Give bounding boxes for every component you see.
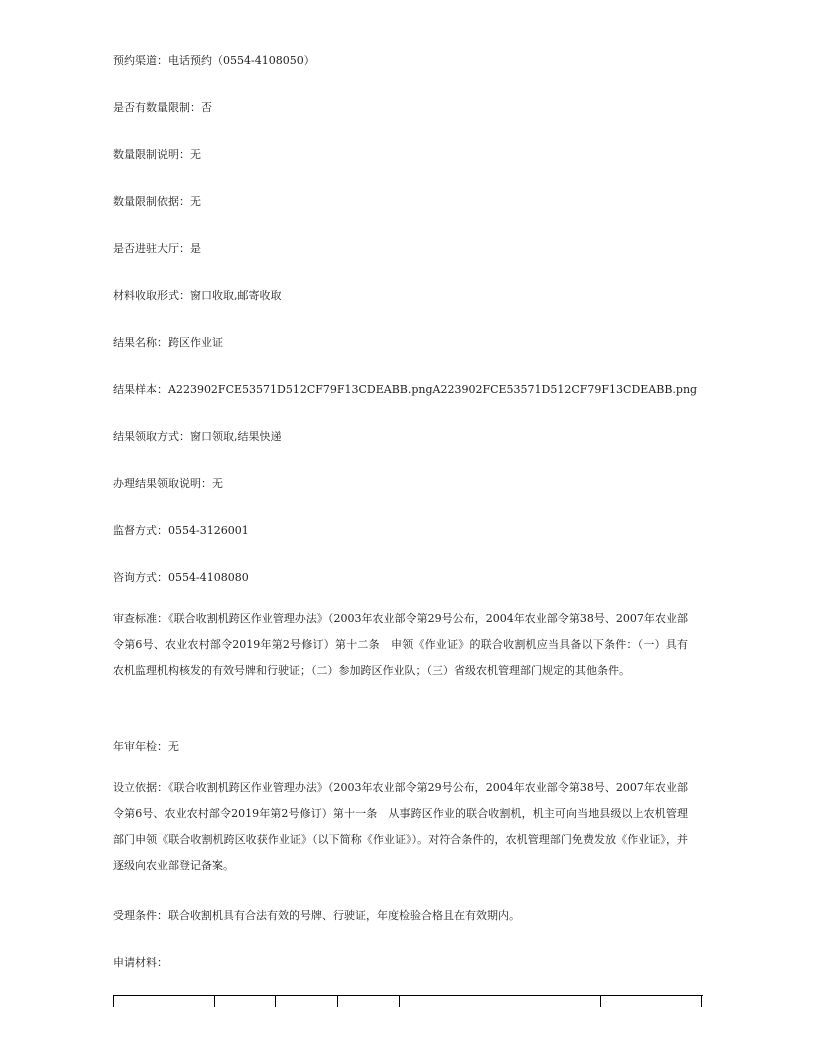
review-standard: 审查标准：《联合收割机跨区作业管理办法》（2003年农业部令第29号公布，2004年农业部令第38号、2007年农业部令第6号、农业农村部令2019年第2号修订）第十二条 申领《作业证》的联合收割机应当具备以下条件：（一）具有农机监理机构核发的有效号牌和行驶证；（二）参加跨区作业队；（三）省级农机管理部门规定的其他条件。 — [113, 612, 688, 677]
material-collection-form: 材料收取形式：窗口收取,邮寄收取 — [113, 289, 282, 302]
table-column-border — [600, 995, 601, 1007]
annual-review: 年审年检：无 — [113, 740, 179, 753]
quantity-limit-basis: 数量限制依据：无 — [113, 195, 201, 208]
table-column-border — [275, 995, 276, 1007]
result-name: 结果名称：跨区作业证 — [113, 336, 223, 349]
establishment-basis: 设立依据：《联合收割机跨区作业管理办法》（2003年农业部令第29号公布，2004年农业部令第38号、2007年农业部令第6号、农业农村部令2019年第2号修订）第十一条 从事跨区作业的联合收割机，机主可向当地县级以上农机管理部门申领《联合收割机跨区收获作业证》（以下简称《作业证》）。对符合条件的，农机管理部门免费发放《作业证》，并逐级向农业部登记备案。 — [113, 781, 688, 872]
quantity-limit: 是否有数量限制：否 — [113, 101, 212, 114]
result-pickup-note: 办理结果领取说明：无 — [113, 477, 223, 490]
materials-label: 申请材料： — [113, 956, 168, 969]
hall-entry: 是否进驻大厅：是 — [113, 242, 201, 255]
table-top-border — [113, 995, 703, 996]
materials-table — [113, 995, 703, 1055]
appointment-channel: 预约渠道：电话预约（0554-4108050） — [113, 54, 315, 67]
result-pickup-method: 结果领取方式：窗口领取,结果快递 — [113, 430, 282, 443]
acceptance-conditions: 受理条件：联合收割机具有合法有效的号牌、行驶证，年度检验合格且在有效期内。 — [113, 909, 520, 922]
quantity-limit-description: 数量限制说明：无 — [113, 148, 201, 161]
supervision-method: 监督方式：0554-3126001 — [113, 524, 249, 537]
result-sample: 结果样本：A223902FCE53571D512CF79F13CDEABB.pngA223902FCE53571D512CF79F13CDEABB.png — [113, 383, 698, 396]
table-column-border — [399, 995, 400, 1007]
table-column-border — [701, 995, 702, 1007]
table-column-border — [214, 995, 215, 1007]
consultation-method: 咨询方式：0554-4108080 — [113, 571, 249, 584]
table-column-border — [113, 995, 114, 1007]
table-column-border — [337, 995, 338, 1007]
